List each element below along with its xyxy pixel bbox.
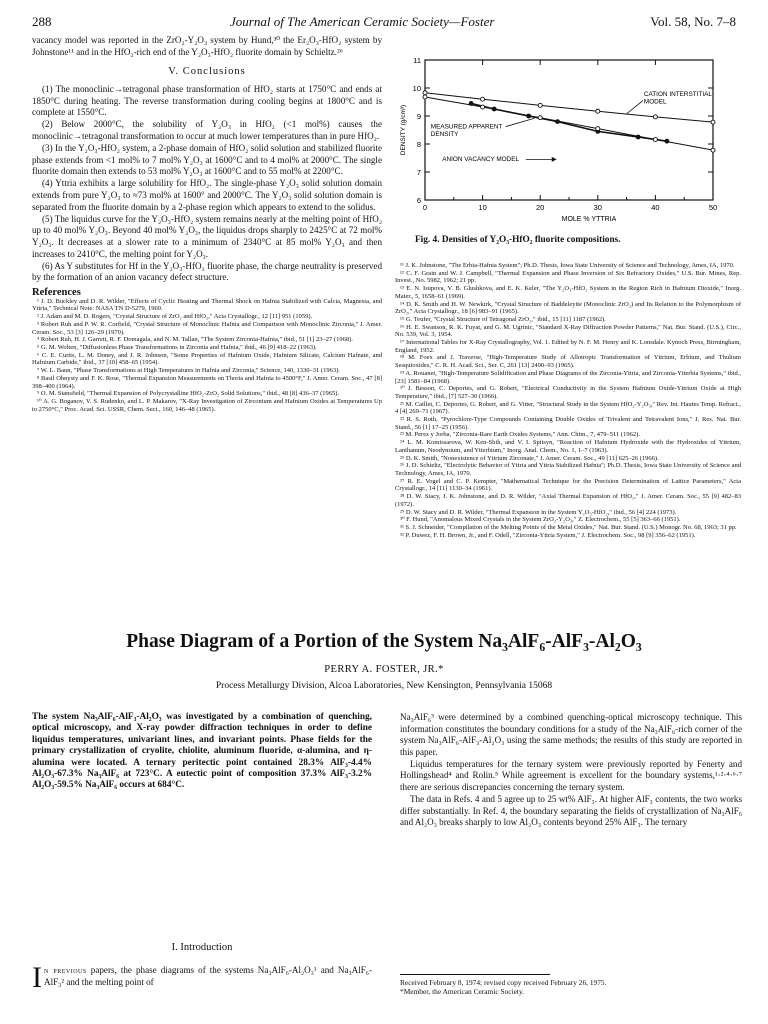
volume-issue: Vol. 58, No. 7–8 bbox=[650, 14, 736, 29]
conclusion-item: (5) The liquidus curve for the Y₂O₃-HfO₂ system remains nearly at the melting point of HfO₂ up to 40 mol% Y₂O₃. Beyond 40 mol% Y₂O₃, the liquidus drops sharply to 2425°C at 72 mol% Y₂O₃. It decreases at a slower rate to a minimum of 2340°C at 85 mol% Y₂O₃ and then increases to 2410°C, the melting point for Y₂O₃. bbox=[32, 213, 382, 259]
reference-item: ¹⁵ G. Teufer, "Crystal Structure of Tetragonal ZrO₂," ibid., 15 [11] 1187 (1962). bbox=[400, 315, 606, 323]
reference-item: ²² R. S. Roth, "Pyrochlore-Type Compounds Containing Double Oxides of Trivalent and Tetravalent Ions," J. Res. Nat. Bur. Stand., 56 [1] 17–25 (1956). bbox=[395, 416, 741, 431]
conclusion-item: (2) Below 2000°C, the solubility of Y₂O₃ in HfO₂ (<1 mol%) causes the monoclinic→tetragonal transformation to occur at much lower temperatures than in pure HfO₂. bbox=[32, 119, 382, 142]
conclusions-list bbox=[32, 84, 382, 284]
density-chart bbox=[395, 52, 741, 237]
reference-item: ²⁸ D. W. Stacy, J. K. Johnstone, and D. R. Wilder, "Axial Thermal Expansion of HfO₂," J. Amer. Ceram. Soc., 55 [9] 482–83 (1972). bbox=[395, 493, 741, 508]
introduction-heading: I. Introduction bbox=[171, 942, 233, 953]
footnote-rule bbox=[400, 974, 550, 975]
x-tick-label: 30 bbox=[593, 203, 602, 212]
series-point bbox=[481, 105, 485, 109]
annotation-arrowhead bbox=[552, 157, 557, 162]
series-point bbox=[711, 120, 715, 124]
x-tick-label: 40 bbox=[651, 203, 660, 212]
series-point bbox=[538, 103, 542, 107]
intro-text: papers, the phase diagrams of the systems Na₃AlF₆-Al₂O₃¹ and Na₃AlF₆-AlF₃² and the melting point of bbox=[44, 965, 372, 987]
reference-item: ¹⁹ A. Rouanet, "High-Temperature Solidification and Phase Diagrams of the Zirconia-Yttria, and Zirconia-Ytterbia Systems," ibid., [23] 1581–84 (1968). bbox=[395, 369, 741, 385]
article-affiliation: Process Metallurgy Division, Alcoa Laboratories, New Kensington, Pennsylvania 15068 bbox=[215, 681, 553, 691]
series-point bbox=[653, 115, 657, 119]
reference-item: ¹³ E. N. Isupova, V. B. Glushkova, and E. K. Keler, "The Y₂O₃-HfO₂ System in the Region Rich in Hafnium Dioxide," Inorg. Mater., 5, 1658–61 (1969). bbox=[395, 285, 741, 300]
annotation-measured-density: DENSITY bbox=[430, 131, 459, 139]
introduction-opening bbox=[32, 961, 372, 994]
reference-item: ⁷ W. L. Baun, "Phase Transformations at High Temperatures in Hafnia and Zirconia," Science, 140, 1330–31 (1963). bbox=[37, 367, 340, 375]
series-point bbox=[538, 116, 542, 120]
reference-item: ¹² C. F. Grain and W. J. Campbell, "Thermal Expansion and Phase Inversion of Six Refractory Oxides," U.S. Bur. Mines, Rep. Invest., No. 5982, 1962; 21 pp. bbox=[395, 269, 741, 285]
series-point bbox=[596, 127, 600, 131]
series-point bbox=[481, 97, 485, 101]
reference-item: ² J. Adam and M. D. Rogers, "Crystal Structure of ZrO₂ and HfO₂," Acta Crystallogr., 12 [11] 951 (1959). bbox=[37, 313, 313, 321]
reference-item: ¹¹ J. K. Johnstone, "The Erbia-Hafnia System"; Ph.D. Thesis, Iowa State University of Science and Technology, Ames, IA, 1970. bbox=[400, 262, 735, 269]
conclusion-item: (3) In the Y₂O₃-HfO₂ system, a 2-phase domain of HfO₂ solid solution and stabilized fluorite phase extends from <1 mol% to 7 mol% Y₂O₃ at 1600°C and to 4 mol% at 2000°C. The single fluorite domain then extends to 53 mol% Y₂O₃ at 1600°C and to 55 mol% at 2200°C. bbox=[32, 143, 382, 177]
reference-item: ²¹ M. Caillet, C. Deportes, G. Robert, and G. Vitter, "Structural Study in the System HfO₂-Y₂O₃," Rev. Int. Hautes Temp. Refract., 4 [4] 269–71 (1967). bbox=[395, 400, 741, 416]
article-title: Phase Diagram of a Portion of the System Na₃AlF₆-AlF₃-Al₂O₃ bbox=[126, 631, 642, 652]
reference-item: ⁹ O. M. Stansfield, "Thermal Expansion of Polycrystalline HfO₂-ZrO₂ Solid Solutions," ibid., 48 [8] 436–37 (1965). bbox=[37, 390, 340, 398]
references-heading: References bbox=[32, 286, 81, 298]
series-point bbox=[711, 148, 715, 152]
reference-item: ¹ J. D. Buckley and D. R. Wilder, "Effects of Cyclic Heating and Thermal Shock on Hafnia Stabilized with Calcia, Magnesia, and Yttria," Technical Note: NASA TN D-5279, 1969. bbox=[32, 297, 382, 313]
figure-caption: Fig. 4. Densities of Y₂O₃-HfO₂ fluorite compositions. bbox=[415, 235, 621, 245]
reference-item: ²³ M. Perez y Jorba, "Zirconia-Rare Earth Oxides Systems," Ann. Chim., 7, 479–511 (1962). bbox=[400, 431, 640, 439]
y-tick-label: 11 bbox=[413, 56, 421, 65]
reference-item: ¹⁸ M. Foex and J. Traverse, "High-Temperature Study of Allotropic Transformation of Yttrium, Erbium, and Thulium Sesquioxides," C. R. H. Acad. Sci., Ser. C, 261 [13] 2490–93 (1965). bbox=[395, 354, 741, 370]
reference-item: ¹⁷ International Tables for X-Ray Crystallography, Vol. 1. Edited by N. F. M. Henry and K. Lonsdale. Kynoch Press, Birmingham, England, 1952. bbox=[395, 339, 741, 354]
series-point bbox=[423, 95, 427, 99]
right-column-body bbox=[400, 712, 742, 829]
reference-item: ³² P. Duwez, F. H. Brown, Jr., and F. Odell, "Zirconia-Yttria System," J. Electrochem. Soc., 98 [9] 356–62 (1951). bbox=[400, 531, 696, 539]
references-list-left bbox=[32, 298, 382, 414]
body-paragraph: The data in Refs. 4 and 5 agree up to 25 wt% AlF₃. At higher AlF₃ contents, the two works differ substantially. In Ref. 4, the boundary separating the fields of crystallization of Na₃AlF₆ and Al₂O₃ breaks sharply to low Al₂O₃ contents beyond 25% AlF₃. The ternary bbox=[400, 794, 742, 828]
y-tick-label: 9 bbox=[416, 112, 421, 121]
annotation-anion-model: ANION VACANCY MODEL bbox=[442, 155, 520, 163]
reference-item: ³⁰ F. Hund, "Anomalous Mixed Crystals in the System ZrO₂-Y₂O₃," Z. Electrochem., 55 [5] 363–66 (1951). bbox=[400, 516, 681, 524]
reference-item: ⁴ Robert Ruh, H. J. Garrett, R. F. Domagala, and N. M. Tallan, "The System Zirconia-Hafnia," ibid., 51 [1] 23–27 (1968). bbox=[37, 336, 353, 344]
references-list-right bbox=[395, 262, 741, 539]
reference-item: ³ Robert Ruh and P. W. R. Corfield, "Crystal Structure of Monoclinic Hafnia and Comparison with Monoclinic Zirconia," J. Amer. Ceram. Soc., 53 [3] 126–29 (1970). bbox=[32, 320, 382, 336]
footnote-item: *Member, the American Ceramic Society. bbox=[400, 987, 525, 996]
y-tick-label: 6 bbox=[416, 196, 421, 205]
reference-item: ⁸ Basil Ohnysty and F. K. Rose, "Thermal Expansion Measurements on Thoria and Hafnia to 4500°F," J. Amer. Ceram. Soc., 47 [8] 398–400 (1964). bbox=[32, 374, 382, 390]
annotation-arrow bbox=[627, 101, 643, 114]
conclusions-heading: V. Conclusions bbox=[168, 66, 246, 78]
annotation-cation-model: CATION INTERSTITIAL bbox=[643, 90, 712, 98]
footnote-item: Received February 8, 1974; revised copy received February 26, 1975. bbox=[400, 978, 607, 987]
page-number: 288 bbox=[32, 14, 52, 29]
reference-item: ²⁴ L. M. Komissarova, W. Ken-Shih, and V. I. Spitsyn, "Reaction of Hafnium Hydroxide with the Hydroxides of Yttrium, Lanthanum, Neodymium, and Ytterbium," Inorg. Anal. Chem., No. 1, 1–7 (1963). bbox=[395, 439, 741, 454]
carryover-paragraph: vacancy model was reported in the ZrO₂-Y₂O₃ system by Hund,³⁰ the Er₂O₃-HfO₂ system by Johnstone¹¹ and in the HfO₂-rich end of the Y₂O₃-HfO₂ fluorite domain by Schieltz.²⁶ bbox=[32, 35, 382, 57]
density-figure bbox=[395, 52, 741, 237]
x-tick-label: 50 bbox=[708, 203, 718, 212]
annotation-measured-density: MEASURED APPARENT bbox=[430, 123, 503, 131]
x-tick-label: 0 bbox=[422, 203, 428, 212]
reference-item: ²⁹ D. W. Stacy and D. R. Wilder, "Thermal Expansion in the System Y₂O₃-HfO₂," ibid., 56 [4] 224 (1973). bbox=[400, 508, 677, 516]
conclusion-item: (6) As Y substitutes for Hf in the Y₂O₃-HfO₂ fluorite phase, the charge neutrality is preserved by the formation of an anion vacancy defect structure. bbox=[32, 260, 382, 283]
body-paragraph: Liquidus temperatures for the ternary system were previously reported by Fenerty and Hollingshead⁴ and Rolin.⁵ While agreement is excellent for the boundary systems,¹·²·⁴·⁶·⁷ there are serious discrepancies concerning the ternary system. bbox=[400, 758, 742, 793]
y-tick-label: 8 bbox=[416, 140, 421, 149]
reference-item: ²⁵ D. K. Smith, "Nonexistence of Yttrium Zirconate," J. Amer. Ceram. Soc., 49 [11] 625–26 (1966). bbox=[400, 454, 659, 462]
left-column bbox=[32, 35, 382, 413]
x-axis-label: MOLE % YTTRIA bbox=[561, 216, 617, 223]
reference-item: ²⁷ R. E. Vogel and C. P. Kempter, "Mathematical Technique for the Precision Determination of Lattice Parameters," Acta Crystallogr., 14 [11] 1130–34 (1961). bbox=[395, 477, 741, 493]
reference-item: ¹⁴ D. K. Smith and H. W. Newkirk, "Crystal Structure of Baddeleyite (Monoclinic ZrO₂) and Its Relation to the Polymorphism of ZrO₂," Acta Crystallogr., 18 [6] 983–91 (1965). bbox=[395, 300, 741, 316]
y-axis-label: DENSITY (g/cm³) bbox=[400, 104, 407, 156]
reference-item: ³¹ S. J. Schneider, "Compilation of the Melting Points of the Metal Oxides," Nat. Bur. Stand. (U.S.) Monogr. No. 68, 1963; 31 pp. bbox=[400, 523, 737, 531]
series-point bbox=[596, 109, 600, 113]
annotation-arrow bbox=[506, 118, 535, 126]
conclusion-item: (4) Yttria exhibits a large solubility for HfO₂. The single-phase Y₂O₃ solid solution domain extends from pure Y₂O₃ to ≈73 mol% at 1600° and 2000°C. The Y₂O₃ solid solution domain is separated from the fluorite domain by a 2-phase region which appears to extend to the solidus. bbox=[32, 178, 382, 212]
y-tick-label: 7 bbox=[416, 168, 421, 177]
journal-title: Journal of The American Ceramic Society—Foster bbox=[230, 14, 495, 29]
reference-item: ⁵ G. M. Wolten, "Diffusionless Phase Transformations in Zirconia and Hafnia," ibid., 46 [9] 418–22 (1963). bbox=[37, 344, 317, 351]
series-point bbox=[423, 91, 427, 95]
body-paragraph: Na₃AlF₆³ were determined by a combined quenching-optical microscopy technique. This information constitutes the boundary conditions for a study of the Na₃AlF₆-rich corner of the system Na₃AlF₆-AlF₃-Al₂O₃ using the same methods; the results of this study are reported in this paper. bbox=[400, 712, 742, 757]
conclusion-item: (1) The monoclinic→tetragonal phase transformation of HfO₂ starts at 1750°C and ends at 1850°C during heating. The reverse transformation during cooling begins at 1800°C and is complete at 1550°C. bbox=[32, 84, 382, 118]
footnotes bbox=[400, 978, 742, 996]
annotation-cation-model: MODEL bbox=[643, 98, 667, 106]
reference-item: ²⁰ J. Besson, C. Deportes, and G. Robert, "Electrical Conductivity in the System Hafnium Oxide-Yttrium Oxide at High Temperature," ibid., [7] 527–30 (1966). bbox=[395, 385, 741, 400]
abstract: The system Na₃AlF₆-AlF₃-Al₂O₃ was investigated by a combination of quenching, optical microscopy, and X-ray powder diffraction techniques in order to define liquidus temperatures, univariant lines, and invariant points. Phase fields for the primary crystallization of cryolite, chiolite, aluminum fluoride, α-alumina, and η-alumina were located. A ternary peritectic point contained 28.3% AlF₃-4.4% Al₂O₃-67.3% Na₃AlF₆ at 723°C. A eutectic point of composition 37.3% AlF₃-3.2% Al₂O₃-59.5% Na₃AlF₆ occurs at 684°C. bbox=[32, 712, 372, 791]
reference-item: ¹⁶ H. E. Swanson, R. K. Fuyat, and G. M. Ugrinic, "Standard X-Ray Diffraction Powder Patterns," Nat. Bur. Stand. (U.S.), Circ., No. 539, Vol. 3, 1954. bbox=[395, 323, 741, 339]
y-tick-label: 10 bbox=[412, 84, 421, 93]
drop-cap: I bbox=[32, 961, 42, 994]
x-tick-label: 20 bbox=[536, 203, 545, 212]
intro-smallcaps: n previous bbox=[44, 965, 87, 975]
x-tick-label: 10 bbox=[478, 203, 487, 212]
reference-item: ²⁶ J. D. Schieltz, "Electrolytic Behavior of Yttria and Yttria Stabilized Hafnia"; Ph.D. Thesis, Iowa State University of Science and Technology, Ames, IA, 1970. bbox=[395, 462, 741, 477]
reference-item: ⁶ C. E. Curtis, L. M. Doney, and J. R. Johnson, "Some Properties of Hafnium Oxide, Hafnium Silicate, Calcium Hafnate, and Hafnium Carbide," ibid., 37 [10] 458–65 (1954). bbox=[32, 351, 382, 367]
reference-item: ¹⁰ A. G. Boganov, V. S. Rudenko, and L. P. Makarov, "X-Ray Investigation of Zirconium and Hafnium Oxides at Temperatures Up to 2750°C," Proc. Acad. Sci. USSR, Chem. Sect., 160, 146–48 (1965). bbox=[32, 397, 382, 413]
series-point bbox=[653, 138, 657, 142]
article-author: PERRY A. FOSTER, JR.* bbox=[324, 664, 444, 675]
